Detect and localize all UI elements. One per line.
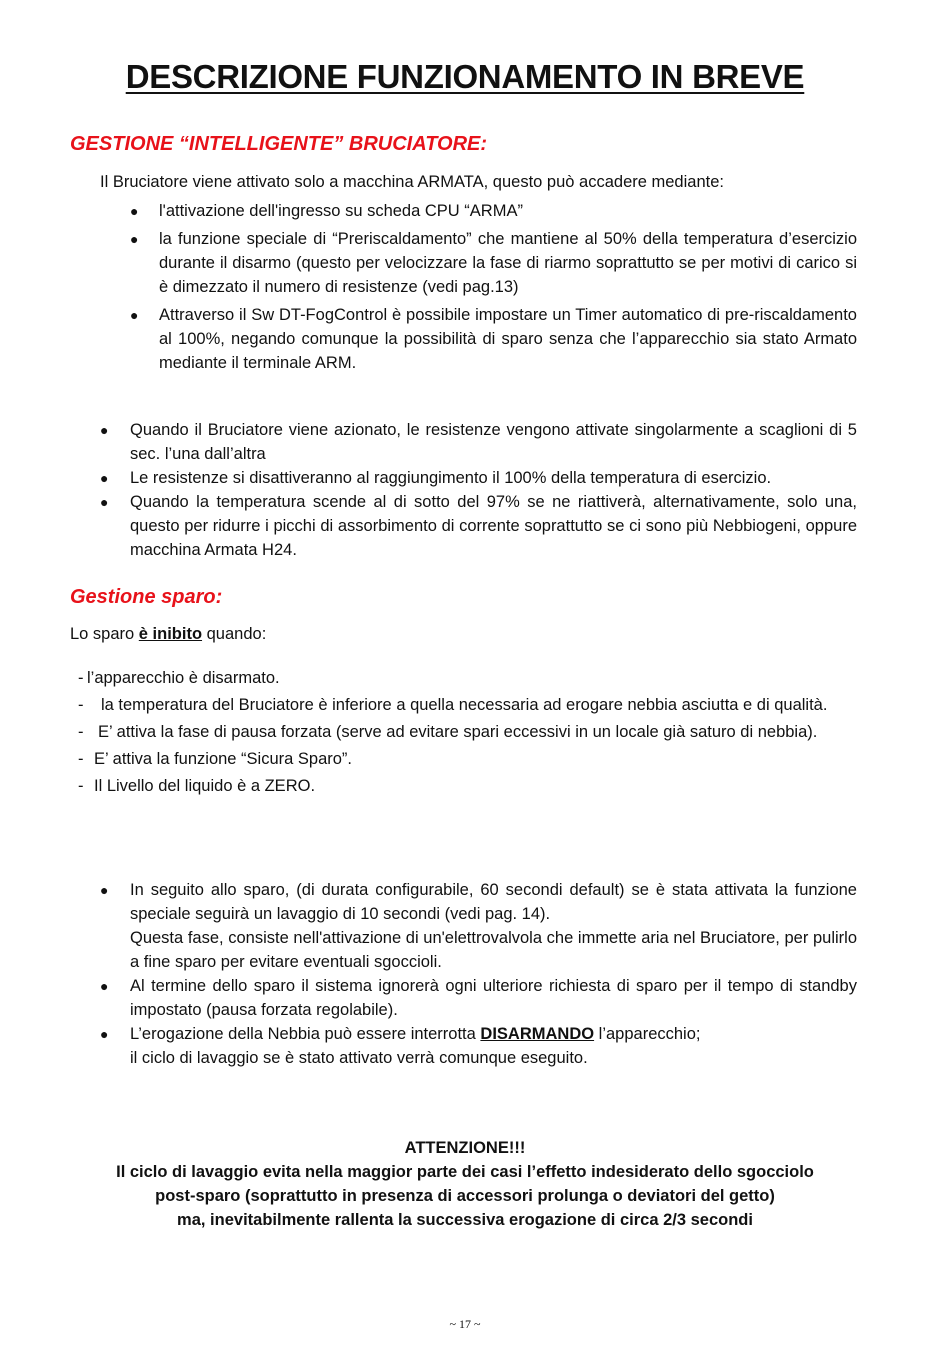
list-item-text: Attraverso il Sw DT-FogControl è possibile impostare un Timer automatico di pre-riscaldamento al 100%, negando comunque la possibilità di sparo senza che l’apparecchio sia stato Armato mediante il terminale ARM.	[159, 306, 857, 372]
activation-bullet-list	[130, 199, 857, 379]
list-item-text: In seguito allo sparo, (di durata configurabile, 60 secondi default) se è stata attivata la funzione speciale seguirà un lavaggio di 10 secondi (vedi pag. 14).	[130, 881, 857, 923]
dash-marker: -	[78, 723, 84, 741]
list-item-text: il ciclo di lavaggio se è stato attivato verrà comunque eseguito.	[130, 1049, 588, 1067]
list-item-text: l’apparecchio è disarmato.	[87, 669, 280, 687]
list-item	[100, 418, 857, 466]
inhibit-dash-list	[78, 666, 857, 801]
list-item	[130, 303, 857, 375]
bullet-icon: ●	[100, 1026, 109, 1042]
list-item-text: L’erogazione della Nebbia può essere interrotta	[130, 1025, 481, 1043]
page-title: DESCRIZIONE FUNZIONAMENTO IN BREVE	[125, 58, 805, 95]
dash-marker: -	[78, 750, 84, 768]
bullet-icon: ●	[100, 470, 109, 486]
section-heading-bruciatore: GESTIONE “INTELLIGENTE” BRUCIATORE:	[70, 133, 488, 155]
bullet-icon: ●	[100, 422, 109, 438]
list-item	[78, 693, 857, 717]
bullet-icon: ●	[100, 494, 109, 510]
list-item-text: la temperatura del Bruciatore è inferiore a quella necessaria ad erogare nebbia asciutta e di qualità.	[101, 696, 828, 714]
section-heading-sparo: Gestione sparo:	[70, 586, 223, 608]
bullet-icon: ●	[100, 882, 109, 898]
list-item-text: l’apparecchio;	[594, 1025, 701, 1043]
list-item-text: Le resistenze si disattiveranno al raggiungimento il 100% della temperatura di esercizio.	[130, 469, 772, 487]
list-item	[78, 774, 857, 798]
list-item-text: E’ attiva la fase di pausa forzata (serve ad evitare spari eccessivi in un locale già saturo di nebbia).	[98, 723, 818, 741]
list-item	[130, 227, 857, 299]
bullet-icon: ●	[130, 231, 139, 247]
dash-marker: -	[78, 696, 84, 714]
list-item	[78, 666, 857, 690]
list-item-text: Quando il Bruciatore viene azionato, le resistenze vengono attivate singolarmente a scaglioni di 5 sec. l’una dall’altra	[130, 421, 857, 463]
sparo-intro-text: quando:	[202, 625, 267, 643]
list-item-text: Il Livello del liquido è a ZERO.	[94, 777, 316, 795]
bullet-icon: ●	[100, 978, 109, 994]
resistance-bullet-list	[100, 418, 857, 562]
dash-marker: -	[78, 669, 84, 687]
list-item	[100, 490, 857, 562]
list-item	[100, 466, 857, 490]
warning-title: ATTENZIONE!!!	[404, 1139, 526, 1157]
list-item	[100, 1022, 857, 1070]
list-item	[100, 878, 857, 974]
bullet-icon: ●	[130, 307, 139, 323]
sparo-intro-emphasis: è inibito	[138, 625, 203, 643]
dash-marker: -	[78, 777, 84, 795]
bruciatore-intro: Il Bruciatore viene attivato solo a macchina ARMATA, questo può accadere mediante:	[100, 173, 724, 191]
warning-line: post-sparo (soprattutto in presenza di accessori prolunga o deviatori del getto)	[155, 1187, 775, 1205]
list-item	[100, 974, 857, 1022]
warning-line: ma, inevitabilmente rallenta la successiva erogazione di circa 2/3 secondi	[177, 1211, 753, 1229]
warning-box	[60, 1136, 870, 1232]
list-item	[78, 747, 857, 771]
list-item-text: l'attivazione dell'ingresso su scheda CPU “ARMA”	[159, 202, 523, 220]
sparo-intro	[70, 622, 850, 646]
list-item-text: la funzione speciale di “Preriscaldamento” che mantiene al 50% della temperatura d’esercizio durante il disarmo (questo per velocizzare la fase di riarmo soprattutto se per motivi di carico si è dimezzato il numero di resistenze (vedi pag.13)	[159, 230, 857, 296]
sparo-intro-text: Lo sparo	[70, 625, 139, 643]
list-item-text: Quando la temperatura scende al di sotto del 97% se ne riattiverà, alternativamente, solo una, questo per ridurre i picchi di assorbimento di corrente soprattutto se ci sono più Nebbiogeni, oppure macchina Armata H24.	[130, 493, 857, 559]
list-item-text: E’ attiva la funzione “Sicura Sparo”.	[94, 750, 353, 768]
list-item-text: Questa fase, consiste nell'attivazione di un'elettrovalvola che immette aria nel Bruciatore, per pulirlo a fine sparo per evitare eventuali sgoccioli.	[130, 929, 857, 971]
list-item-emphasis: DISARMANDO	[480, 1025, 595, 1043]
list-item	[130, 199, 857, 223]
list-item	[78, 720, 857, 744]
bullet-icon: ●	[130, 203, 139, 219]
warning-line: Il ciclo di lavaggio evita nella maggior parte dei casi l’effetto indesiderato dello sgocciolo	[116, 1163, 814, 1181]
page-number: ~ 17 ~	[449, 1317, 481, 1331]
sparo-bullet-list	[100, 878, 857, 1070]
list-item-text: Al termine dello sparo il sistema ignorerà ogni ulteriore richiesta di sparo per il tempo di standby impostato (pausa forzata regolabile).	[130, 977, 857, 1019]
